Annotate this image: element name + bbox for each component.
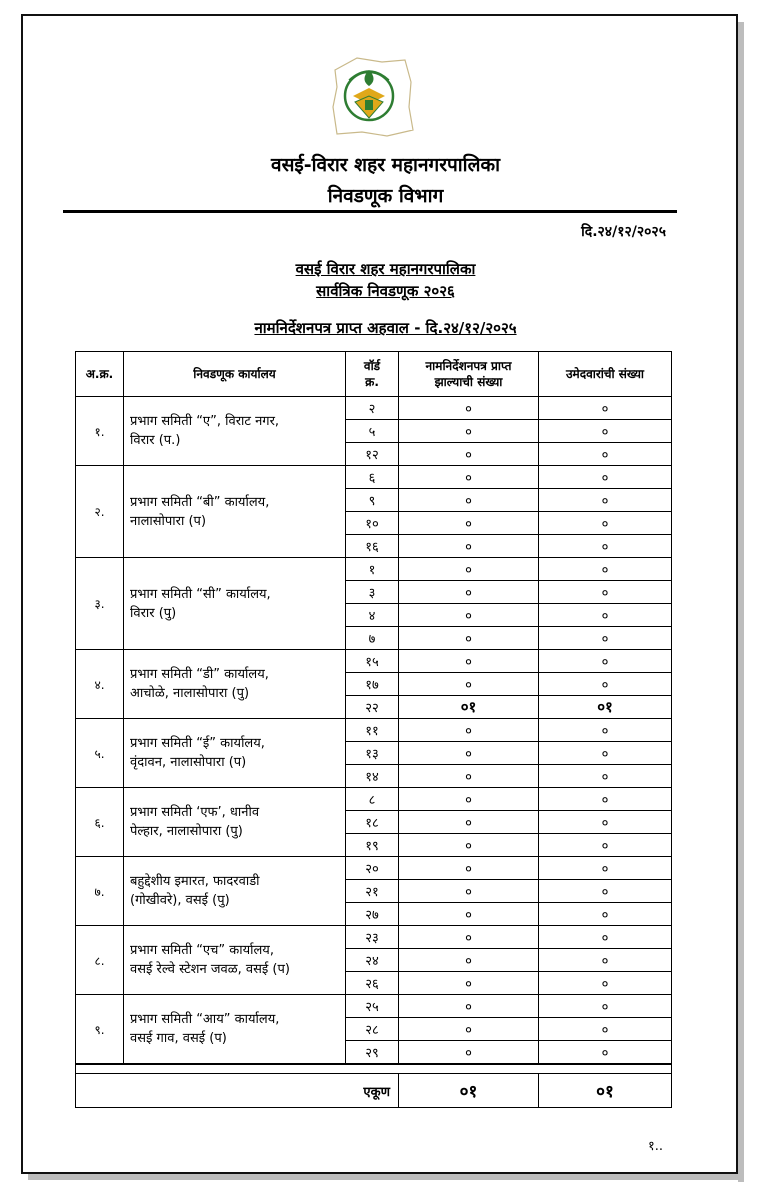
row-nominations: ०	[399, 489, 539, 512]
row-ward: १३	[346, 742, 399, 765]
row-ward: २७	[346, 903, 399, 926]
row-nominations: ०	[399, 903, 539, 926]
table-row	[76, 558, 672, 581]
row-candidates: ०	[539, 903, 672, 926]
row-ward: २०	[346, 857, 399, 880]
organization-name: वसई-विरार शहर महानगरपालिका	[271, 154, 500, 176]
row-ward: १०	[346, 512, 399, 535]
row-nominations: ०	[399, 1041, 539, 1065]
row-sr: ८.	[76, 926, 124, 995]
row-candidates: ०१	[539, 696, 672, 719]
row-nominations: ०	[399, 673, 539, 696]
row-candidates: ०	[539, 972, 672, 995]
row-nominations: ०	[399, 857, 539, 880]
row-nominations: ०१	[399, 696, 539, 719]
row-ward: २४	[346, 949, 399, 972]
row-candidates: ०	[539, 811, 672, 834]
municipal-emblem-icon	[327, 52, 417, 142]
row-candidates: ०	[539, 512, 672, 535]
row-candidates: ०	[539, 1018, 672, 1041]
row-ward: १७	[346, 673, 399, 696]
table-header-row	[76, 352, 672, 397]
header-office: निवडणूक कार्यालय	[124, 352, 346, 397]
row-candidates: ०	[539, 466, 672, 489]
row-nominations: ०	[399, 535, 539, 558]
row-nominations: ०	[399, 765, 539, 788]
row-office: बहुद्देशीय इमारत, फादरवाडी (गोखीवरे), वसई (पु)	[124, 857, 346, 926]
row-candidates: ०	[539, 788, 672, 811]
row-sr: ६.	[76, 788, 124, 857]
report-title-line3: नामनिर्देशनपत्र प्राप्त अहवाल - दि.२४/१२/२०२५	[254, 319, 517, 337]
row-nominations: ०	[399, 420, 539, 443]
row-nominations: ०	[399, 834, 539, 857]
row-office: प्रभाग समिती “ई” कार्यालय, वृंदावन, नालासोपारा (प)	[124, 719, 346, 788]
row-office: प्रभाग समिती “एच” कार्यालय, वसई रेल्वे स्टेशन जवळ, वसई (प)	[124, 926, 346, 995]
row-ward: ८	[346, 788, 399, 811]
row-office: प्रभाग समिती “ए”, विराट नगर, विरार (प.)	[124, 397, 346, 466]
total-nominations: ०१	[399, 1074, 539, 1108]
table-row	[76, 650, 672, 673]
row-candidates: ०	[539, 581, 672, 604]
row-candidates: ०	[539, 880, 672, 903]
row-ward: २	[346, 397, 399, 420]
document-date: दि.२४/१२/२०२५	[581, 224, 666, 240]
row-candidates: ०	[539, 420, 672, 443]
row-nominations: ०	[399, 604, 539, 627]
row-ward: २६	[346, 972, 399, 995]
row-nominations: ०	[399, 719, 539, 742]
row-sr: ५.	[76, 719, 124, 788]
row-ward: १९	[346, 834, 399, 857]
row-nominations: ०	[399, 742, 539, 765]
page-shadow-bottom	[28, 1174, 744, 1180]
table-row	[76, 926, 672, 949]
row-office: प्रभाग समिती ‘एफ’, धानीव पेल्हार, नालासोपारा (पु)	[124, 788, 346, 857]
row-sr: ३.	[76, 558, 124, 650]
row-office: प्रभाग समिती “डी” कार्यालय, आचोळे, नालासोपारा (पु)	[124, 650, 346, 719]
row-candidates: ०	[539, 604, 672, 627]
header-sr: अ.क्र.	[76, 352, 124, 397]
row-ward: ३	[346, 581, 399, 604]
table-row	[76, 397, 672, 420]
row-nominations: ०	[399, 581, 539, 604]
row-office: प्रभाग समिती “सी” कार्यालय, विरार (पु)	[124, 558, 346, 650]
row-ward: २९	[346, 1041, 399, 1065]
total-candidates: ०१	[539, 1074, 672, 1108]
row-nominations: ०	[399, 558, 539, 581]
row-candidates: ०	[539, 673, 672, 696]
row-ward: १२	[346, 443, 399, 466]
row-ward: २३	[346, 926, 399, 949]
total-label: एकूण	[76, 1074, 399, 1108]
row-nominations: ०	[399, 788, 539, 811]
row-candidates: ०	[539, 949, 672, 972]
row-sr: ७.	[76, 857, 124, 926]
row-candidates: ०	[539, 995, 672, 1018]
row-candidates: ०	[539, 765, 672, 788]
table-row	[76, 466, 672, 489]
row-sr: ९.	[76, 995, 124, 1065]
report-title-line1: वसई विरार शहर महानगरपालिका	[295, 260, 476, 278]
row-nominations: ०	[399, 512, 539, 535]
row-sr: २.	[76, 466, 124, 558]
table-row	[76, 788, 672, 811]
header-rule	[63, 210, 677, 213]
header-ward: वॉर्ड क्र.	[346, 352, 399, 397]
row-candidates: ०	[539, 1041, 672, 1065]
nominations-table	[75, 351, 672, 1108]
row-ward: ९	[346, 489, 399, 512]
row-candidates: ०	[539, 535, 672, 558]
row-nominations: ०	[399, 397, 539, 420]
row-nominations: ०	[399, 650, 539, 673]
row-ward: ७	[346, 627, 399, 650]
header-candidates: उमेदवारांची संख्या	[539, 352, 672, 397]
row-candidates: ०	[539, 558, 672, 581]
department-name: निवडणूक विभाग	[327, 185, 444, 207]
row-sr: १.	[76, 397, 124, 466]
row-ward: ११	[346, 719, 399, 742]
row-nominations: ०	[399, 880, 539, 903]
total-row	[76, 1074, 672, 1108]
row-ward: २५	[346, 995, 399, 1018]
row-nominations: ०	[399, 627, 539, 650]
row-ward: १४	[346, 765, 399, 788]
row-ward: ४	[346, 604, 399, 627]
table-row	[76, 719, 672, 742]
row-ward: २८	[346, 1018, 399, 1041]
row-ward: १५	[346, 650, 399, 673]
row-nominations: ०	[399, 995, 539, 1018]
row-candidates: ०	[539, 650, 672, 673]
row-candidates: ०	[539, 719, 672, 742]
row-nominations: ०	[399, 466, 539, 489]
row-ward: २१	[346, 880, 399, 903]
table-row	[76, 857, 672, 880]
row-nominations: ०	[399, 926, 539, 949]
row-nominations: ०	[399, 949, 539, 972]
row-ward: १६	[346, 535, 399, 558]
page-number: १..	[648, 1139, 664, 1154]
row-ward: २२	[346, 696, 399, 719]
row-office: प्रभाग समिती “आय” कार्यालय, वसई गाव, वसई (प)	[124, 995, 346, 1065]
row-office: प्रभाग समिती “बी” कार्यालय, नालासोपारा (प)	[124, 466, 346, 558]
row-ward: १	[346, 558, 399, 581]
header-nominations: नामनिर्देशनपत्र प्राप्त झाल्याची संख्या	[399, 352, 539, 397]
row-candidates: ०	[539, 926, 672, 949]
report-title-line2: सार्वत्रिक निवडणूक २०२६	[316, 282, 455, 300]
row-ward: ६	[346, 466, 399, 489]
total-separator	[76, 1064, 672, 1074]
row-ward: १८	[346, 811, 399, 834]
row-sr: ४.	[76, 650, 124, 719]
row-candidates: ०	[539, 627, 672, 650]
row-nominations: ०	[399, 811, 539, 834]
row-nominations: ०	[399, 1018, 539, 1041]
table-row	[76, 995, 672, 1018]
row-candidates: ०	[539, 834, 672, 857]
row-nominations: ०	[399, 972, 539, 995]
row-nominations: ०	[399, 443, 539, 466]
row-candidates: ०	[539, 489, 672, 512]
row-candidates: ०	[539, 742, 672, 765]
row-candidates: ०	[539, 443, 672, 466]
row-candidates: ०	[539, 397, 672, 420]
row-candidates: ०	[539, 857, 672, 880]
row-ward: ५	[346, 420, 399, 443]
